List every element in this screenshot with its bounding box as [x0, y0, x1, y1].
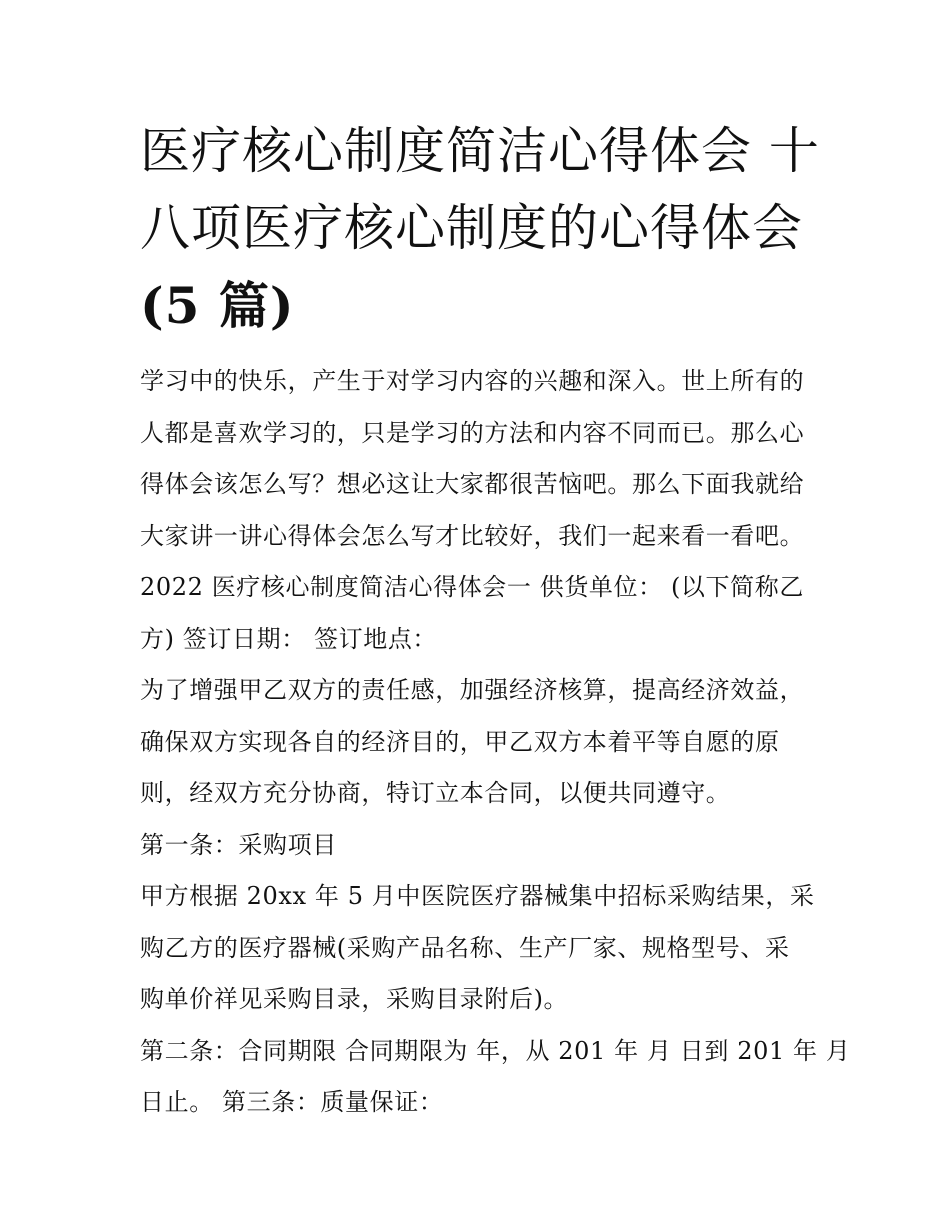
- text-line: 2022 医疗核心制度简洁心得体会一 供货单位： (以下简称乙: [140, 573, 804, 601]
- text-line: 人都是喜欢学习的，只是学习的方法和内容不同而已。那么心: [140, 418, 805, 447]
- title-line-2: 八项医疗核心制度的心得体会: [140, 199, 803, 257]
- text-line: 为了增强甲乙双方的责任感，加强经济核算，提高经济效益，: [140, 676, 805, 704]
- paragraph-purpose: [140, 665, 820, 820]
- paragraph-article-2-3: [140, 1026, 851, 1129]
- text-line: 确保双方实现各自的经济目的，甲乙双方本着平等自愿的原: [140, 727, 780, 756]
- paragraph-contract-header: [140, 562, 820, 665]
- text-line: 日止。 第三条：质量保证：: [140, 1088, 444, 1116]
- paragraph-intro: [140, 356, 820, 562]
- text-line: 第二条：合同期限 合同期限为 年，从 201 年 月 日到 201 年 月: [140, 1036, 851, 1065]
- paragraph-article-1-body: [140, 871, 820, 1026]
- paragraph-article-1-heading: [140, 820, 820, 872]
- text-line: 得体会该怎么写？想必这让大家都很苦恼吧。那么下面我就给: [140, 470, 805, 498]
- title-line-1: 医疗核心制度简洁心得体会 十: [140, 122, 820, 180]
- text-line: 方) 签订日期： 签订地点：: [140, 624, 438, 653]
- title-line-3: (5 篇): [140, 276, 295, 335]
- text-line: 则，经双方充分协商，特订立本合同，以便共同遵守。: [140, 779, 731, 807]
- document-body: [140, 356, 851, 1129]
- document-title: [140, 113, 820, 344]
- text-line: 购单价祥见采购目录，采购目录附后)。: [140, 985, 569, 1013]
- text-line: 学习中的快乐，产生于对学习内容的兴趣和深入。世上所有的: [140, 367, 805, 395]
- text-line: 第一条：采购项目: [140, 830, 337, 859]
- text-line: 购乙方的医疗器械(采购产品名称、生产厂家、规格型号、采: [140, 933, 790, 962]
- text-line: 甲方根据 20xx 年 5 月中医院医疗器械集中招标采购结果，采: [140, 882, 815, 910]
- text-line: 大家讲一讲心得体会怎么写才比较好，我们一起来看一看吧。: [140, 521, 805, 550]
